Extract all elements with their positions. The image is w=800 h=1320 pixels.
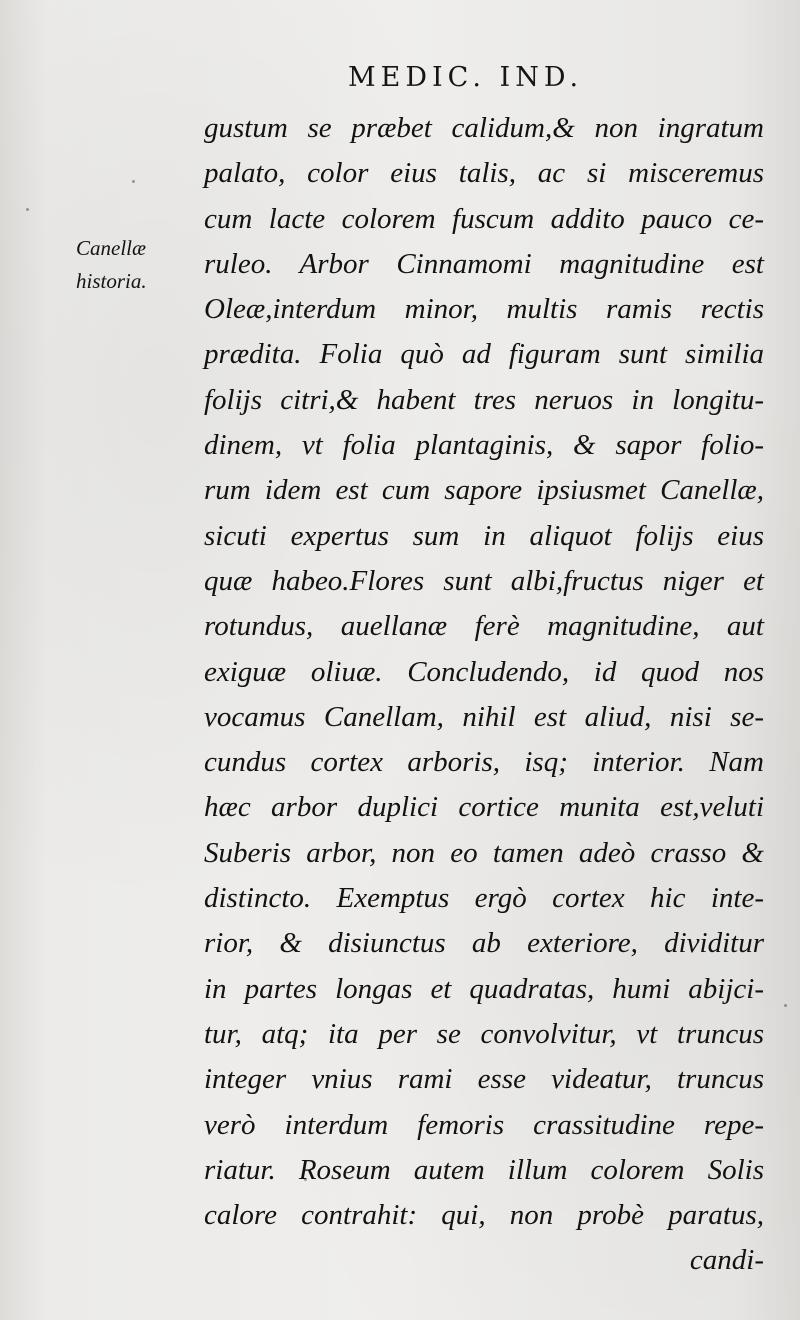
text-line: riatur. Roseum autem illum colorem Solis [204,1153,764,1186]
text-line: ruleo. Arbor Cinnamomi magnitudine est [204,247,764,280]
text-line: calore contrahit: qui, non probè paratus, [204,1199,764,1232]
paper-speck [304,1178,307,1181]
text-line: hæc arbor duplici cortice munita est,veluti [204,791,764,824]
text-line: distincto. Exemptus ergò cortex hic inte- [204,882,764,915]
text-line: cundus cortex arboris, isq; interior. Nam [204,746,764,779]
text-line: vocamus Canellam, nihil est aliud, nisi se- [204,700,764,733]
body-text [204,106,764,1284]
text-line: folijs citri,& habent tres neruos in longitu- [204,383,764,416]
text-line: exiguæ oliuæ. Concludendo, id quod nos [204,655,764,688]
text-line: Oleæ,interdum minor, multis ramis rectis [204,293,764,326]
text-line: rum idem est cum sapore ipsiusmet Canellæ, [204,474,764,507]
text-line: dinem, vt folia plantaginis, & sapor folio- [204,429,764,462]
running-head: MEDIC. IND. [348,62,584,93]
text-line: quæ habeo.Flores sunt albi,fructus niger et [204,564,764,597]
margin-note-line: historia. [76,269,147,293]
text-line: cum lacte colorem fuscum addito pauco ce- [204,202,764,235]
text-line: gustum se præbet calidum,& non ingratum [204,112,764,144]
text-line: rior, & disiunctus ab exteriore, dividitur [204,927,764,960]
margin-note [76,232,186,298]
text-line: rotundus, auellanæ ferè magnitudine, aut [204,610,764,643]
text-line: sicuti expertus sum in aliquot folijs eius [204,519,764,552]
text-line: verò interdum femoris crassitudine repe- [204,1108,764,1141]
paper-speck [784,1004,787,1007]
text-line: tur, atq; ita per se convolvitur, vt truncus [204,1017,764,1050]
text-line: palato, color eius talis, ac si misceremus [204,157,764,190]
text-line: in partes longas et quadratas, humi abijci- [204,972,764,1005]
text-line: Suberis arbor, non eo tamen adeò crasso & [204,836,764,869]
text-line: prædita. Folia quò ad figuram sunt similia [204,338,764,371]
paper-speck [132,180,135,183]
margin-note-line: Canellæ [76,236,147,260]
paper-speck [26,208,29,211]
catchword: candi- [689,1244,764,1277]
text-line: integer vnius rami esse videatur, truncus [204,1063,764,1096]
